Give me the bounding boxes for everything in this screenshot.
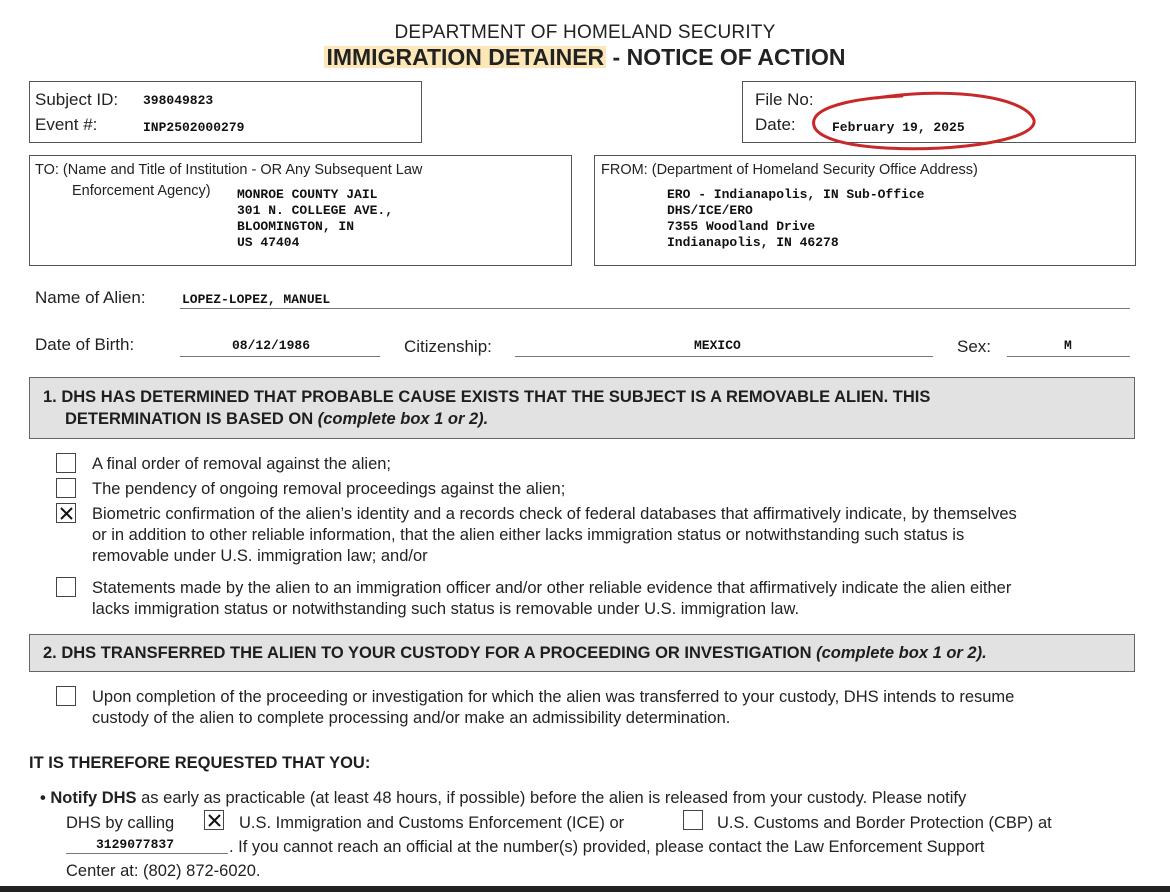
section1-option4-checkbox[interactable] [56, 577, 76, 597]
section2-heading-text: 2. DHS TRANSFERRED THE ALIEN TO YOUR CUSTODY FOR A PROCEEDING OR INVESTIGATION [43, 644, 817, 662]
section1-option1-text [92, 454, 391, 475]
option-line: Statements made by the alien to an immigration officer and/or other reliable evidence that affirmatively indicate the alien either [92, 579, 1012, 597]
department-heading: DEPARTMENT OF HOMELAND SECURITY [394, 22, 776, 43]
file-no-label: File No: [755, 90, 814, 109]
notify-paragraph [40, 786, 1140, 810]
cbp-checkbox[interactable] [683, 810, 703, 830]
to-address-line: BLOOMINGTON, IN [237, 219, 355, 234]
to-address-line: MONROE COUNTY JAIL [237, 187, 378, 202]
section1-option1-checkbox[interactable] [56, 453, 76, 473]
sex-label: Sex: [957, 337, 992, 356]
name-value: LOPEZ-LOPEZ, MANUEL [182, 292, 331, 307]
after-phone-text: . If you cannot reach an official at the number(s) provided, please contact the Law Enforcement Support [229, 838, 985, 856]
notify-text: as early as practicable (at least 48 hours, if possible) before the alien is released from your custody. Please notify [136, 789, 967, 807]
to-address-line: 301 N. COLLEGE AVE., [237, 203, 394, 218]
center-text: Center at: (802) 872-6020. [66, 862, 261, 880]
from-label: FROM: (Department of Homeland Security Office Address) [601, 162, 978, 178]
dob-value: 08/12/1986 [232, 338, 311, 353]
ice-checkbox[interactable] [204, 810, 224, 830]
to-label-line1: TO: (Name and Title of Institution - OR Any Subsequent Law [35, 162, 423, 178]
phone-value: 3129077837 [96, 837, 175, 852]
from-address-line: DHS/ICE/ERO [667, 203, 753, 218]
form-title [0, 44, 1170, 71]
to-label-line2: Enforcement Agency) [72, 183, 211, 199]
citizenship-label: Citizenship: [404, 337, 492, 356]
from-address-line: ERO - Indianapolis, IN Sub-Office [667, 187, 925, 202]
section1-heading-italic: (complete box 1 or 2). [317, 410, 489, 428]
title-highlight: IMMIGRATION DETAINER [326, 44, 605, 70]
section1-heading-text: DETERMINATION IS BASED ON [65, 410, 318, 428]
notify-bold: Notify DHS [50, 789, 137, 807]
section2-heading [29, 634, 1135, 672]
section1-option2-text [92, 479, 565, 500]
title-rest: - NOTICE OF ACTION [606, 44, 846, 70]
sex-underline [1007, 356, 1130, 357]
option-line: removable under U.S. immigration law; and/or [92, 547, 428, 565]
checkmark-x-icon [59, 506, 74, 521]
to-address-line: US 47404 [237, 235, 300, 250]
section2-heading-italic: (complete box 1 or 2). [816, 644, 987, 662]
section1-option3-text [92, 504, 1017, 567]
name-underline [180, 308, 1130, 309]
section1-option3-checkbox[interactable] [56, 503, 76, 523]
section2-option-text [92, 687, 1014, 729]
ice-label: U.S. Immigration and Customs Enforcement (ICE) or [239, 814, 625, 832]
option-line: or in addition to other reliable information, that the alien either lacks immigration status or notwithstanding such status is [92, 526, 965, 544]
name-label: Name of Alien: [35, 288, 146, 307]
date-value: February 19, 2025 [832, 120, 965, 135]
date-label: Date: [755, 115, 796, 134]
citizenship-underline [515, 356, 933, 357]
bullet: • [40, 789, 46, 807]
section1-heading-line1: 1. DHS HAS DETERMINED THAT PROBABLE CAUSE EXISTS THAT THE SUBJECT IS A REMOVABLE ALIEN. THIS [43, 388, 931, 406]
request-heading: IT IS THEREFORE REQUESTED THAT YOU: [29, 754, 371, 772]
option-line: lacks immigration status or notwithstanding such status is removable under U.S. immigration law. [92, 600, 800, 618]
cbp-label: U.S. Customs and Border Protection (CBP) at [717, 814, 1052, 832]
subject-id-value: 398049823 [143, 93, 214, 108]
subject-id-label: Subject ID: [35, 90, 119, 109]
section1-option4-text [92, 578, 1011, 620]
checkmark-x-icon [207, 813, 222, 828]
section1-option2-checkbox[interactable] [56, 478, 76, 498]
option-line: The pendency of ongoing removal proceedings against the alien; [92, 480, 566, 498]
dob-underline [180, 356, 380, 357]
phone-underline [66, 853, 228, 854]
event-label: Event #: [35, 115, 98, 134]
event-value: INP2502000279 [143, 120, 245, 135]
from-address-line: 7355 Woodland Drive [667, 219, 816, 234]
section1-heading-line2 [43, 408, 1134, 430]
date-circle-annotation [806, 88, 1046, 158]
dob-label: Date of Birth: [35, 335, 135, 354]
calling-text: DHS by calling [66, 814, 175, 832]
citizenship-value: MEXICO [694, 338, 741, 353]
notify-line1 [40, 786, 1140, 810]
option-line: Biometric confirmation of the alien’s identity and a records check of federal databases that affirmatively indicate, by themselves [92, 505, 1017, 523]
section2-option-checkbox[interactable] [56, 686, 76, 706]
sex-value: M [1064, 338, 1072, 353]
from-address-line: Indianapolis, IN 46278 [667, 235, 839, 250]
option-line: A final order of removal against the alien; [92, 455, 392, 473]
option-line: custody of the alien to complete processing and/or make an admissibility determination. [92, 709, 731, 727]
page-bottom-rule [0, 886, 1170, 892]
section1-heading [29, 377, 1135, 439]
option-line: Upon completion of the proceeding or investigation for which the alien was transferred to your custody, DHS intends to resume [92, 688, 1015, 706]
